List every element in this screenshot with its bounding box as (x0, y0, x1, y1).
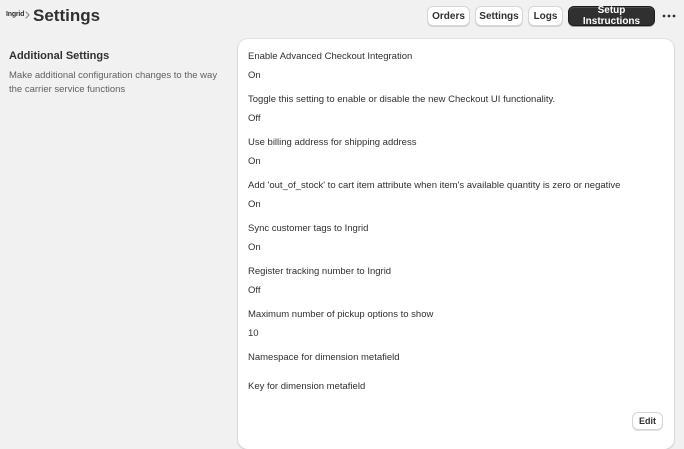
setting-value-billing-address: On (248, 156, 261, 167)
setting-label-advanced-checkout: Enable Advanced Checkout Integration (248, 51, 413, 62)
setting-label-checkout-ui: Toggle this setting to enable or disable the new Checkout UI functionality. (248, 94, 556, 105)
edit-button[interactable]: Edit (632, 412, 663, 430)
section-description: Make additional configuration changes to the way the carrier service functions (9, 70, 218, 95)
chevron-right-icon (24, 10, 31, 20)
more-actions-button[interactable] (658, 6, 680, 26)
setting-label-billing-address: Use billing address for shipping address (248, 137, 417, 148)
settings-card (238, 39, 674, 449)
page-title: Settings (33, 6, 101, 25)
page-header (0, 0, 684, 32)
header-actions (422, 6, 684, 26)
setting-label-pickup-options: Maximum number of pickup options to show (248, 309, 434, 320)
setting-value-advanced-checkout: On (248, 70, 261, 81)
setting-label-tracking-number: Register tracking number to Ingrid (248, 266, 392, 277)
setup-instructions-button[interactable]: Setup Instructions (568, 6, 655, 26)
settings-button[interactable]: Settings (475, 6, 523, 26)
more-horizontal-icon (662, 14, 676, 18)
setting-value-tracking-number: Off (248, 285, 261, 296)
setting-label-dimension-namespace: Namespace for dimension metafield (248, 352, 400, 363)
section-title: Additional Settings (9, 50, 110, 62)
setting-value-checkout-ui: Off (248, 113, 261, 124)
setting-label-out-of-stock: Add 'out_of_stock' to cart item attribute when item's available quantity is zero or negative (248, 180, 621, 191)
brand-logo[interactable]: Ingrid (6, 11, 25, 18)
setting-value-sync-customer-tags: On (248, 242, 261, 253)
orders-button[interactable]: Orders (427, 6, 470, 26)
logs-button[interactable]: Logs (528, 6, 563, 26)
setting-value-out-of-stock: On (248, 199, 261, 210)
setting-value-pickup-options: 10 (248, 328, 259, 339)
setting-label-sync-customer-tags: Sync customer tags to Ingrid (248, 223, 369, 234)
setting-label-dimension-key: Key for dimension metafield (248, 381, 366, 392)
